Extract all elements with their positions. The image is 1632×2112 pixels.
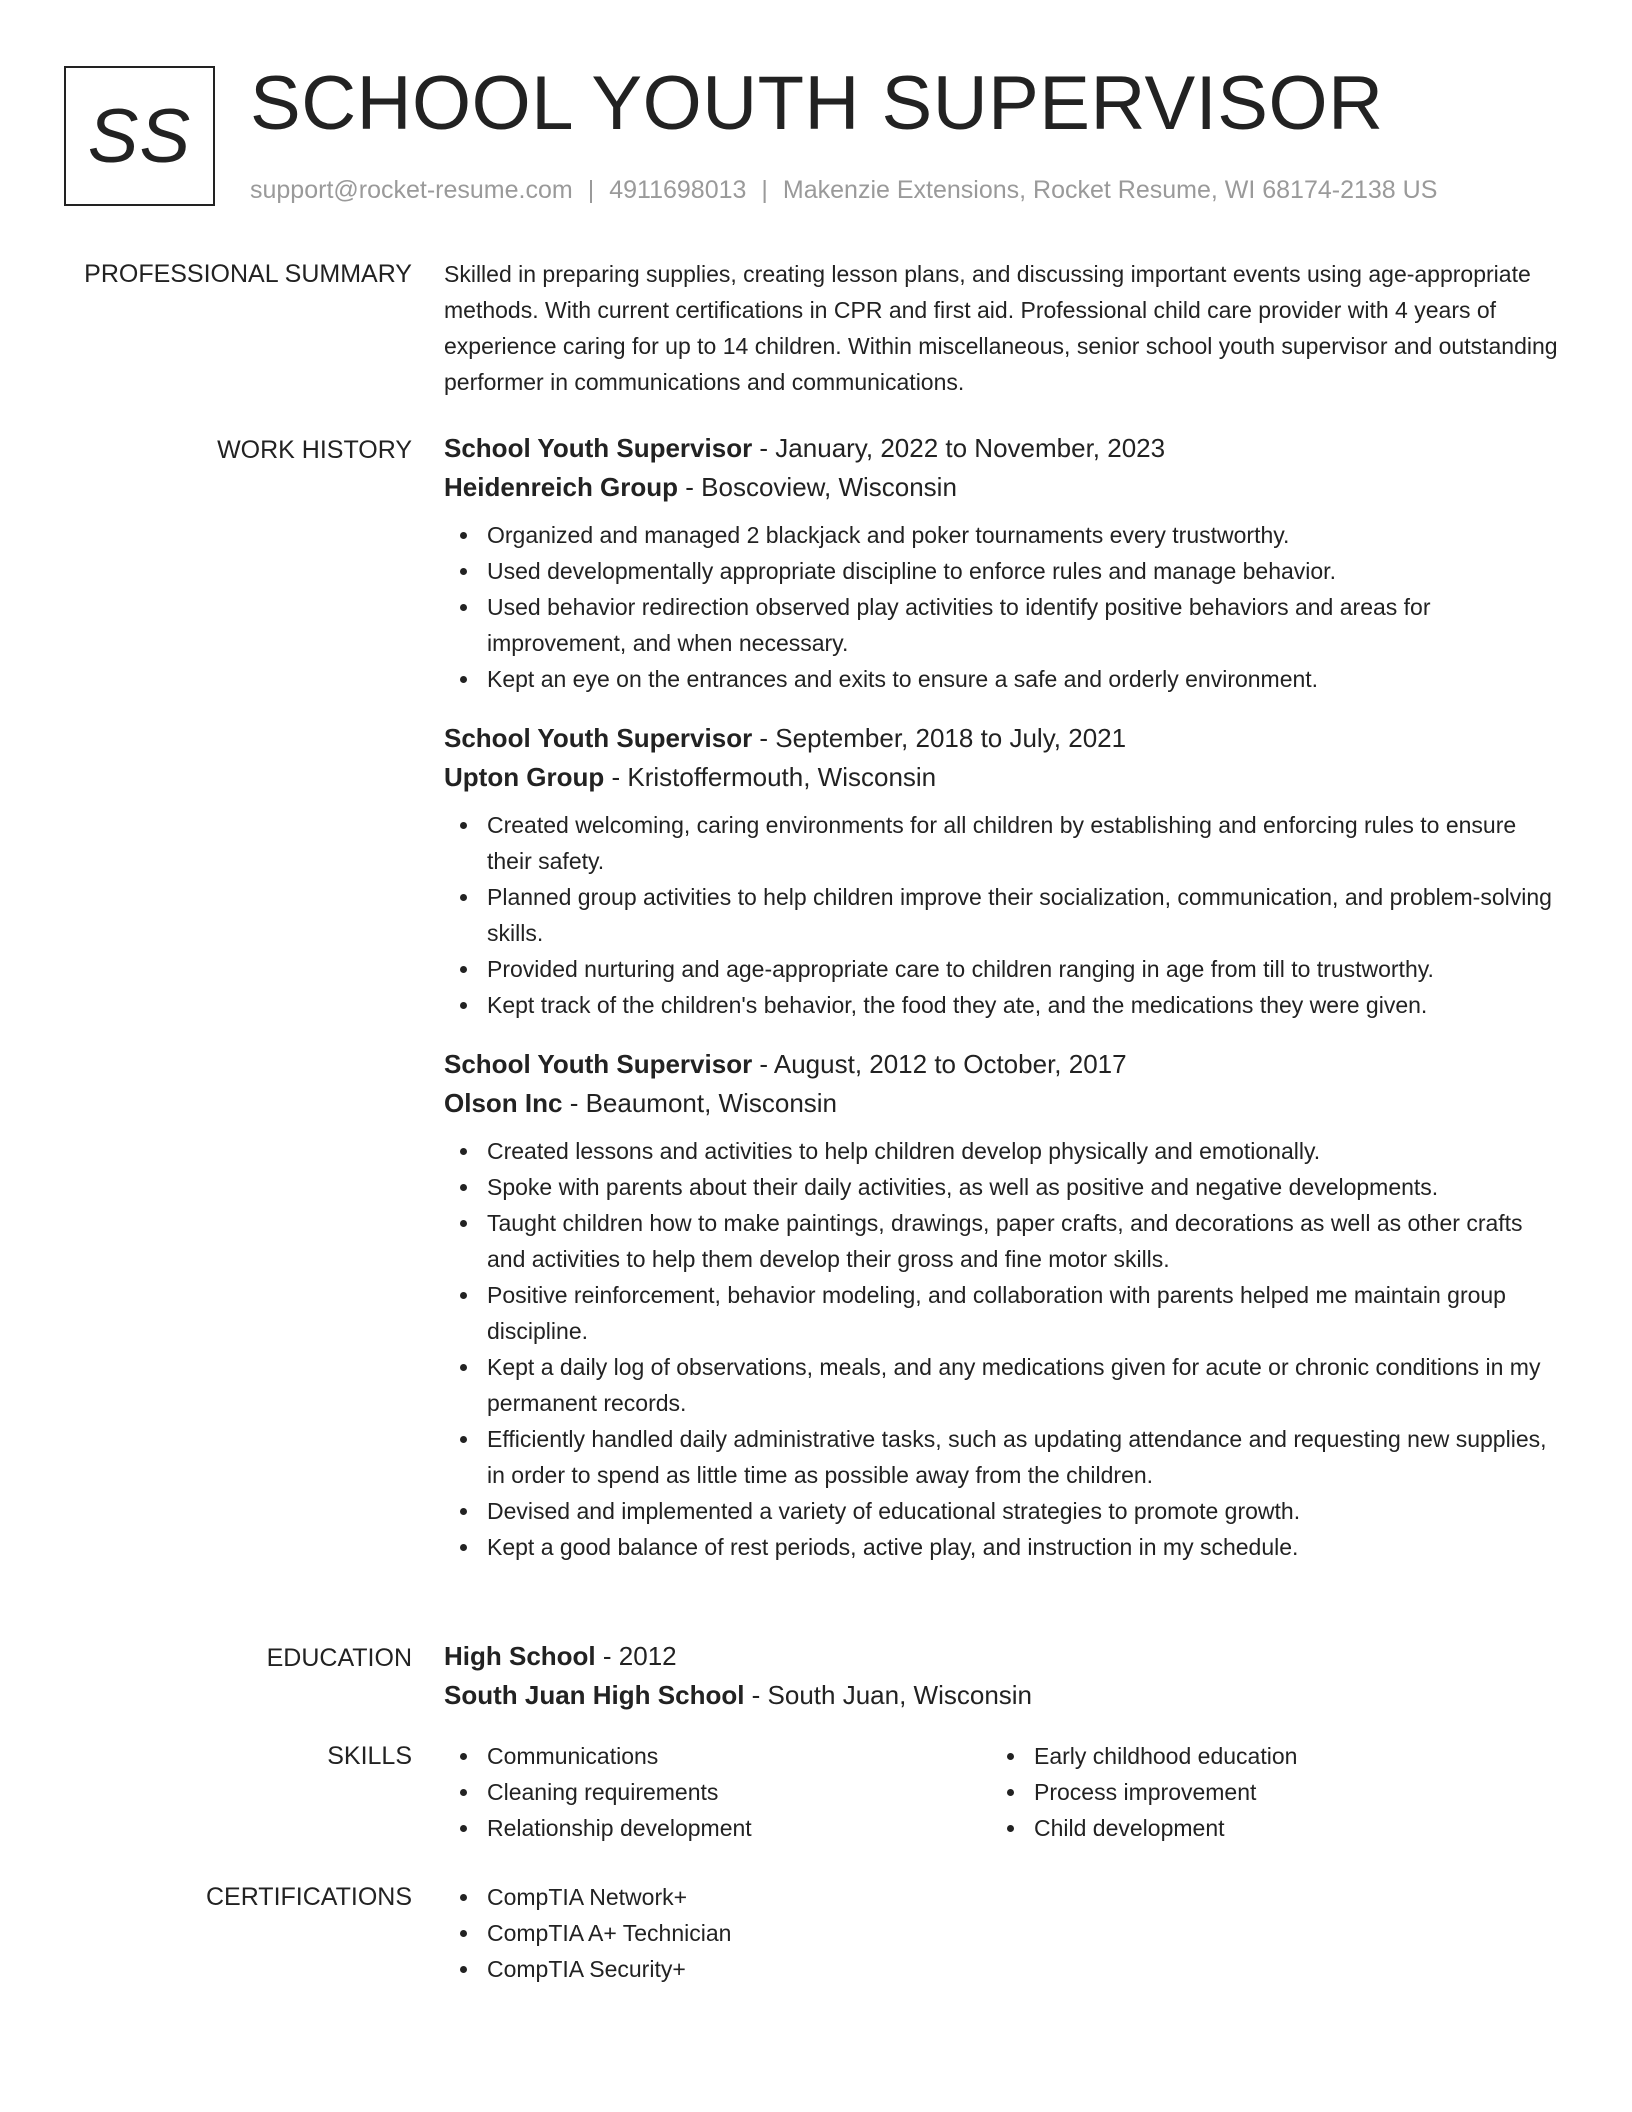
job-bullet: Used behavior redirection observed play activities to identify positive behaviors and areas for improvement, and when necessary. [487,589,1560,661]
contact-separator: | [587,176,595,204]
skill-item: Child development [1034,1810,1538,1846]
job-bullet: Kept a good balance of rest periods, active play, and instruction in my schedule. [487,1529,1560,1565]
skill-item: Communications [487,1738,991,1774]
skills-list [444,1738,991,1846]
job-title-line [444,429,1560,468]
skill-item: Relationship development [487,1810,991,1846]
certification-item: CompTIA Security+ [487,1951,1560,1987]
job-entry [444,719,1560,1023]
education-location: - South Juan, Wisconsin [744,1680,1033,1710]
job-bullet: Planned group activities to help children improve their socialization, communication, and problem-solving skills. [487,879,1560,951]
job-bullet: Efficiently handled daily administrative tasks, such as updating attendance and requesting new supplies, in order to spend as little time as possible away from the children. [487,1421,1560,1493]
work-history-body [444,429,1560,1587]
certification-item: CompTIA Network+ [487,1879,1560,1915]
education-year: - 2012 [595,1641,677,1671]
job-bullet: Positive reinforcement, behavior modeling, and collaboration with parents helped me maintain group discipline. [487,1277,1560,1349]
job-dates: - September, 2018 to July, 2021 [752,723,1127,753]
contact-phone: 4911698013 [609,176,747,204]
job-bullet: Kept a daily log of observations, meals, and any medications given for acute or chronic conditions in my permanent records. [487,1349,1560,1421]
job-company: Heidenreich Group [444,472,679,502]
job-company: Olson Inc [444,1088,563,1118]
job-title-line [444,719,1560,758]
job-dates: - August, 2012 to October, 2017 [752,1049,1127,1079]
certifications-label: CERTIFICATIONS [205,1883,412,1911]
contact-separator: | [761,176,768,204]
skill-item: Early childhood education [1034,1738,1538,1774]
job-bullets [444,1133,1560,1565]
certification-item: CompTIA A+ Technician [487,1915,1560,1951]
contact-line [250,174,1437,207]
skills-column-right [991,1738,1538,1846]
summary-body [444,256,1560,400]
resume-name: SCHOOL YOUTH SUPERVISOR [250,61,1384,146]
summary-text: Skilled in preparing supplies, creating lesson plans, and discussing important events using age-appropriate methods. With current certifications in CPR and first aid. Professional child care provider with 4 years of experience caring for up to 14 children. Within miscellaneous, senior school youth supervisor and outstanding performer in communications and communications. [444,261,1558,395]
job-bullet: Organized and managed 2 blackjack and poker tournaments every trustworthy. [487,517,1560,553]
job-title: School Youth Supervisor [444,723,753,753]
job-company-line [444,758,1560,797]
job-location: - Beaumont, Wisconsin [562,1088,838,1118]
job-bullet: Provided nurturing and age-appropriate care to children ranging in age from till to trustworthy. [487,951,1560,987]
certifications-body [444,1879,1560,1987]
education-body [444,1637,1560,1715]
job-company-line [444,468,1560,507]
education-degree-line [444,1637,1560,1676]
education-school-line [444,1676,1560,1715]
job-title: School Youth Supervisor [444,1049,753,1079]
job-company-line [444,1084,1560,1123]
job-bullet: Devised and implemented a variety of educational strategies to promote growth. [487,1493,1560,1529]
education-degree: High School [444,1641,596,1671]
skill-item: Process improvement [1034,1774,1538,1810]
job-bullet: Created welcoming, caring environments for all children by establishing and enforcing rules to ensure their safety. [487,807,1560,879]
job-bullets [444,517,1560,697]
job-dates: - January, 2022 to November, 2023 [752,433,1166,463]
job-location: - Kristoffermouth, Wisconsin [604,762,937,792]
job-bullet: Taught children how to make paintings, drawings, paper crafts, and decorations as well as other crafts and activities to help them develop their gross and fine motor skills. [487,1205,1560,1277]
job-location: - Boscoview, Wisconsin [678,472,957,502]
contact-address: Makenzie Extensions, Rocket Resume, WI 68174-2138 US [782,176,1438,204]
skill-item: Cleaning requirements [487,1774,991,1810]
job-bullet: Kept track of the children's behavior, the food they ate, and the medications they were given. [487,987,1560,1023]
skills-grid [444,1738,1560,1846]
skills-list [991,1738,1538,1846]
monogram-badge [64,66,215,206]
job-bullet: Kept an eye on the entrances and exits to ensure a safe and orderly environment. [487,661,1560,697]
certifications-list [444,1879,1560,1987]
job-entry [444,1045,1560,1565]
skills-column-left [444,1738,991,1846]
skills-label: SKILLS [327,1742,412,1770]
job-bullets [444,807,1560,1023]
contact-email: support@rocket-resume.com [250,176,573,204]
skills-body [444,1738,1560,1846]
job-bullet: Used developmentally appropriate discipline to enforce rules and manage behavior. [487,553,1560,589]
job-bullet: Created lessons and activities to help children develop physically and emotionally. [487,1133,1560,1169]
summary-label: PROFESSIONAL SUMMARY [84,260,412,288]
education-label: EDUCATION [266,1644,412,1672]
job-title: School Youth Supervisor [444,433,753,463]
job-bullet: Spoke with parents about their daily activities, as well as positive and negative developments. [487,1169,1560,1205]
monogram-initials: SS [87,93,192,179]
job-entry [444,429,1560,697]
job-company: Upton Group [444,762,605,792]
work-history-label: WORK HISTORY [217,436,412,464]
job-title-line [444,1045,1560,1084]
education-school: South Juan High School [444,1680,745,1710]
